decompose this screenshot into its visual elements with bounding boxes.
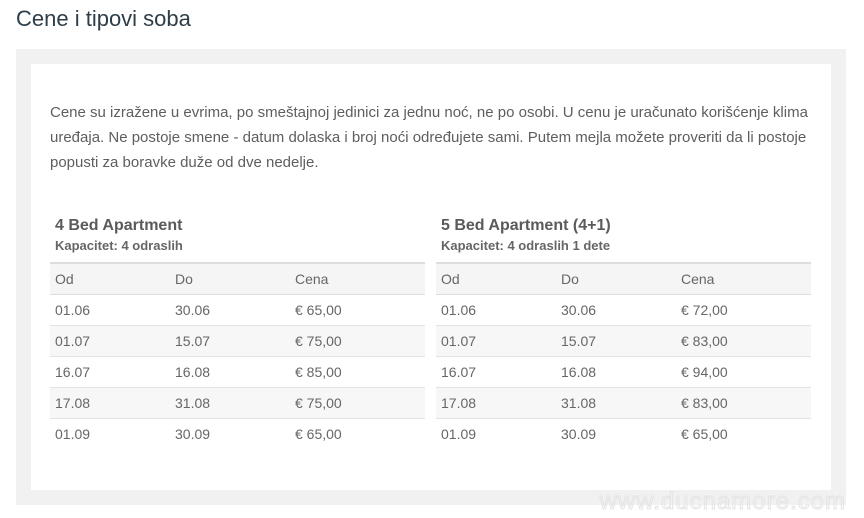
room-capacity: Kapacitet: 4 odraslih — [55, 238, 183, 253]
prices-panel — [16, 49, 846, 505]
room-capacity: Kapacitet: 4 odraslih 1 dete — [441, 238, 611, 253]
cell-to: 16.08 — [556, 357, 676, 388]
table-row — [50, 326, 425, 357]
cell-from: 01.06 — [436, 295, 556, 326]
column-header-from: Od — [436, 263, 556, 295]
cell-to: 30.09 — [175, 426, 211, 442]
table-row — [436, 357, 811, 388]
column-header-to: Do — [556, 263, 676, 295]
watermark: www.ducnamore.com — [599, 488, 846, 515]
prices-card — [31, 64, 831, 490]
cell-price: € 75,00 — [290, 388, 425, 419]
table-row — [436, 419, 811, 450]
column-header-price: Cena — [676, 263, 811, 295]
cell-to: 30.09 — [561, 426, 597, 442]
cell-from: 16.07 — [50, 357, 170, 388]
cell-from: 17.08 — [50, 388, 170, 419]
cell-price: € 65,00 — [295, 426, 342, 442]
table-row — [436, 326, 811, 357]
column-header-to: Do — [170, 263, 290, 295]
table-header-row — [50, 263, 425, 295]
cell-to: 30.06 — [170, 295, 290, 326]
cell-price: € 83,00 — [676, 388, 811, 419]
cell-to: 31.08 — [170, 388, 290, 419]
intro-text: Cene su izražene u evrima, po smeštajnoj jedinici za jednu noć, ne po osobi. U cenu je uračunato korišćenje klima uređaja. Ne postoje smene - datum dolaska i broj noći određujete sami. Putem mejla možete proveriti da li postoje popusti za boravke duže od dve nedelje. — [50, 104, 808, 171]
cell-to: 30.06 — [556, 295, 676, 326]
cell-to: 15.07 — [170, 326, 290, 357]
cell-from: 16.07 — [436, 357, 556, 388]
cell-price: € 75,00 — [290, 326, 425, 357]
cell-from: 01.07 — [50, 326, 170, 357]
cell-from: 01.07 — [436, 326, 556, 357]
room-title: 5 Bed Apartment (4+1) — [441, 217, 611, 234]
cell-from: 01.09 — [55, 426, 91, 442]
cell-price: € 65,00 — [290, 295, 425, 326]
page-title: Cene i tipovi soba — [16, 6, 191, 31]
cell-price: € 83,00 — [676, 326, 811, 357]
cell-price: € 72,00 — [676, 295, 811, 326]
column-header-from: Od — [50, 263, 170, 295]
column-header-price: Cena — [290, 263, 425, 295]
table-header-row — [436, 263, 811, 295]
cell-from: 17.08 — [436, 388, 556, 419]
cell-from: 01.09 — [441, 426, 477, 442]
table-row — [436, 295, 811, 326]
cell-price: € 65,00 — [681, 426, 728, 442]
table-row — [50, 295, 425, 326]
table-row — [436, 388, 811, 419]
price-table — [50, 262, 425, 449]
cell-price: € 94,00 — [676, 357, 811, 388]
room-5-bed-apartment — [436, 216, 811, 449]
table-row — [50, 419, 425, 450]
cell-to: 16.08 — [170, 357, 290, 388]
room-title: 4 Bed Apartment — [55, 217, 183, 234]
table-row — [50, 357, 425, 388]
cell-to: 15.07 — [556, 326, 676, 357]
table-row — [50, 388, 425, 419]
cell-from: 01.06 — [50, 295, 170, 326]
cell-to: 31.08 — [556, 388, 676, 419]
price-table — [436, 262, 811, 449]
cell-price: € 85,00 — [290, 357, 425, 388]
room-4-bed-apartment — [50, 216, 425, 449]
